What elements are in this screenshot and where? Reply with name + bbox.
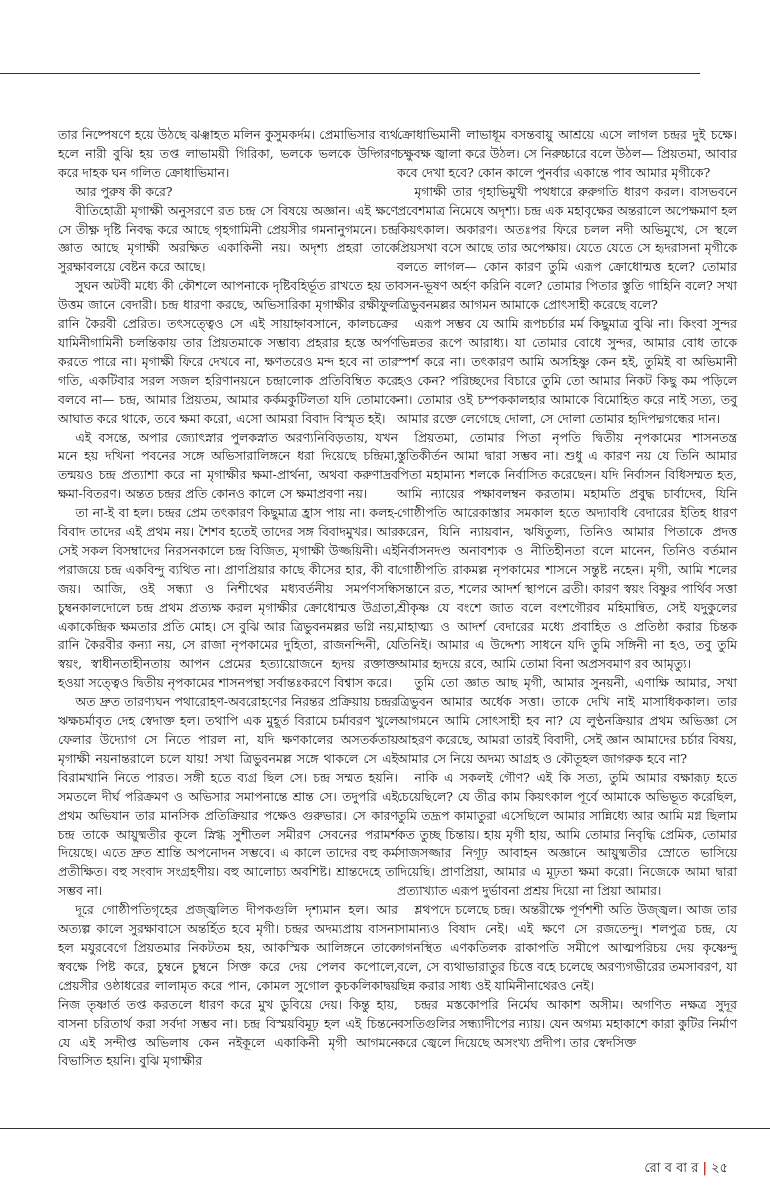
paragraph: আর পুরুষ কী করে? (75, 183, 173, 199)
page-number: ২৫ (711, 1161, 728, 1176)
paragraph: তার নিষ্পেষণে হয়ে উঠছে ঝঞ্ঝাহত মলিন কুসুমকর্দম। প্রেমাভিসার ব্যর্থ হলে নারী বুঝি হয় তপ্ত লাভাময়ী গিরিকা, ভলকে ভলকে উদ্গিরণ করে দাহক ঘন গলিত ক্রোধাভিমান। (58, 127, 398, 180)
bottom-rule (0, 1128, 770, 1129)
paragraph: এই বসন্তে, অপার জ্যোৎস্নার পুলকস্নাত অরণ্যনিবিড়তায়, যখন মনে হয় দখিনা পবনের সঙ্গে অভিসারালিঙ্গনে ধরা দিয়েছে চন্দ্রিমা, তন্ময়ও চন্দ্র প্রত্যাশা করে না মৃগাক্ষীর ক্ষমা-প্রার্থনা, অথবা করুণাদ্রব ক্ষমা-বিতরণ। অন্তত চন্দ্রর প্রতি কোনও কালে সে ক্ষমাপ্রবণা নয়। (58, 429, 398, 502)
right-column (397, 126, 737, 1052)
paragraph: শ্লথপদে চলেছে চন্দ্র। অন্তরীক্ষে পূর্ণশশী অতি উজ্জ্বল। আজ তার সামান্যও বিষাদ নেই। এই ক্ষণে সে রজতেন্দু। শলপুত্র চন্দ্র, যে গগনস্থিত এণকতিলক রাকাপতি সমীপে আত্মপরিচয় দেয় কৃষ্ণেন্দু বলে, সে ব্যথাভারাতুর চিত্তে বহে চলেছে অরণ্যগভীরের তমসাবরণ, যা ছিন্ন করার সাধ্য ওই যামিনীনাথেরও নেই। (397, 902, 737, 993)
paragraph: বীতিহোত্রী মৃগাক্ষী অনুসরণে রত চন্দ্র সে বিষয়ে অজ্ঞান। এই ক্ষণে সে তীক্ষ্ণ দৃষ্টি নিবদ্ধ করে আছে গৃহগামিনী প্রেয়সীর গমনানুগমনে। চন্দ্র জ্ঞাত আছে মৃগাক্ষী অরক্ষিত একাকিনী নয়। অদৃশ্য প্রহরা তাকে সুরক্ষাবলয়ে বেষ্টন করে আছে। (58, 202, 398, 275)
page-footer (644, 1159, 728, 1180)
paragraph: প্রিয়তমা, তোমার পিতা নৃপতি দ্বিতীয় নৃপকামের শাসনতন্ত্র স্তুতিকীর্তন আমা দ্বারা সম্ভব না। শুধু এ কারণ নয় যে তিনি আমার পিতা মহামান্য শলকে নির্বাসিত করেছেন। যদি নির্বাসন বিধিসম্মত হত, আমি ন্যায়ের পক্ষাবলম্বন করতাম। মহামতি প্রবুদ্ধ চার্বাদেব, যিনি গোষ্ঠীপতি আরেকাস্তার সমকাল হতে অদ্যাবধি বেদারের ইতিহ ধারণ করেন, যিনি ন্যায়বান, ঋষিতুল্য, তিনিও আমার পিতাকে প্রদত্ত নির্বাসনদণ্ড অনাবশ্যক ও নীতিহীনতা বলে মানেন, তিনিও বর্তমান গোষ্ঠীপতি রাকমল্ল নৃপকামের শাসনে সন্তুষ্ট নহেন। মৃগী, আমি শলের সন্তানে রত, শলের আদর্শ স্থাপনে ব্রতী। কারণ স্বয়ং বিষ্ণুর পার্থিব সত্তা শ্রীকৃষ্ণ যে বংশে জাত বলে বংশগৌরব মহিমান্বিত, সেই যদুকুলের মাহাত্ম্য ও আদর্শ বেদারের মধ্যে প্রবাহিত ও প্রতিষ্ঠা করার চিন্তক তিনিই। আমার এ উদ্দেশ্য সাধনে যদি তুমি সঙ্গিনী না হও, তবু তুমি আমার হৃদয়ে রবে, আমি তোমা বিনা অপ্রসবমাণ রব আমৃত্যু। (397, 429, 737, 672)
left-column (58, 126, 398, 1071)
paragraph: নাকি এ সকলই গৌণ? এই কি সত্য, তুমি আমার বক্ষারূঢ় হতে চেয়েছিলে? যে তীব্র কাম কিয়ৎকাল পূর্বে আমাকে অভিভূত করেছিল, তুমি তদ্রূপ কামাতুরা এসেছিলে আমার সান্নিধ্যে আর আমি মগ্ন ছিলাম কত তুচ্ছ চিন্তায়। হায় মৃগী হায়, আমি তোমার নিবৃদ্ধি প্রেমিক, তোমার সাজসজ্জার নিগূঢ় আবাহন অজ্ঞানে আয়ুষ্মতীর স্রোতে ভাসিয়ে দিয়েছি। প্রাণপ্রিয়া, আমার এ মূঢ়তা ক্ষমা করো। নিজেকে আমা দ্বারা প্রত্যাখ্যাত এরূপ দুর্ভাবনা প্রশ্রয় দিয়ো না প্রিয়া আমার। (397, 769, 737, 899)
paragraph: তুমি তো জ্ঞাত আছ মৃগী, আমার সুনয়নী, এণাক্ষি আমার, সখা ত্রিভুবন আমার অর্ধেক সত্তা। তাকে দেখি নাই মাসাধিককাল। তার আগমনে আমি সোৎসাহী হব না? যে লুণ্ঠনক্রিয়ার প্রথম অভিজ্ঞা সে আহরণ করেছে, আমরা তারই বিবাদী, সেই জ্ঞান আমাদের চর্চার বিষয়, আমার সে নিয়ে অদম্য আগ্রহ ও কৌতূহল জাগরুক হবে না? (397, 675, 737, 766)
paragraph: এরূপ সম্ভব যে আমি রূপচর্চার মর্ম কিছুমাত্র বুঝি না। কিংবা সুন্দর ভিন্নতর রূপে আরাধ্য। যা তোমার বোধে সুন্দর, আমার বোধ তাকে স্পর্শ করে না। তৎকারণ আমি অসহিষ্ণু কেন হই, তুমিই বা অভিমানী হও কেন? পরিচ্ছদের বিচারে তুমি তো আমার নিকট কিছু কম পড়িলে না। তোমার ওই চম্পককালহার আমাকে বিমোহিত করে নাই সত্য, তবু আমার রক্তে লেগেছে দোলা, সে দোলা তোমার হৃদিপদ্মগন্ধের দান। (397, 316, 737, 426)
paragraph: অত দ্রুত তারণ্যঘন পথারোহণ-অবরোহণের নিরন্তর প্রক্রিয়ায় চন্দ্রর ঋক্ষচর্মাবৃত দেহ স্বেদাক্ত হল। তথাপি এক মুহূর্ত বিরামে চর্মাবরণ খুলে ফেলার উদ্যোগ সে নিতে পারল না, যদি ক্ষণকালের অসতর্কতায় মৃগাক্ষী নয়নান্তরালে চলে যায়! সখা ত্রিভুবনমল্ল সঙ্গে থাকলে সে এই বিরামখানি নিতে পারত। সঙ্গী হতে ব্যগ্র ছিল সে। চন্দ্র সম্মত হয়নি। সমতলে দীর্ঘ পরিক্রমণ ও অভিসার সমাপনান্তে শ্রান্ত সে। তদুপরি এই প্রথম অভিযান তার মানসিক প্রতিক্রিয়ার পক্ষেও গুরুভার। সে কারণ চন্দ্র তাকে আয়ুষ্মতীর কূলে স্নিগ্ধ সুশীতল সমীরণ সেবনের পরামর্শ দিয়েছে। এতে দ্রুত শ্রান্তি অপনোদন সম্ভবে। এ কালে তাদের বহু কর্ম প্রতীক্ষিত। বহু সংবাদ সংগ্রহণীয়। বহু আলোচ্য অবশিষ্ট। শ্রান্তদেহে তা সম্ভব না। (58, 694, 398, 899)
paragraph: চন্দ্রর মস্তকোপরি নির্মেঘ আকাশ অসীম। অগণিত নক্ষত্র সুদূর বসতিগুলির সন্ধ্যাদীপের ন্যায়। যেন অগম্য মহাকাশে কারা কুটির নির্মাণ করে জ্বেলে দিয়েছে অসংখ্য প্রদীপ। তার স্বেদসিক্ত (397, 996, 737, 1050)
paragraph: সুঘন অটবী মধ্যে কী কৌশলে আপনাকে দৃষ্টিবহির্ভূত রাখতে হয় তা উত্তম জানে বেদারী। চন্দ্র ধারণা করছে, অভিসারিকা মৃগাক্ষীর রক্ষীফুল রানি কৈরবী প্রেরিত। তৎসত্ত্বেও সে এই সায়াহ্নাবসানে, কালচক্রের যামিনীগামিনী চলন্তিকায় তার প্রিয়তমাকে সম্ভাব্য প্রহরার হস্তে অর্পণ করতে পারে না। মৃগাক্ষী ফিরে দেখবে না, ক্ষণতরেও মন্দ হবে না তার গতি, একটিবার সরল সজল হরিণানয়নে চন্দ্রালোক প্রতিবিম্বিত করে বলবে না— চন্দ্র, আমার প্রিয়তম, আমার কর্কমকুটিলতা যদি তোমাকে আঘাত করে থাকে, তবে ক্ষমা করো, এসো আমরা বিবাদ বিস্মৃত হই। (58, 278, 398, 426)
paragraph: মৃগাক্ষী তার গৃহাভিমুখী পথধারে রুরুগতি ধারণ করল। বাসভবনে প্রবেশমাত্র নিমেষে অদৃশ্য। চন্দ্র এক মহাবৃক্ষের অন্তরালে অপেক্ষমাণ হল কিয়ৎকাল। অকারণ। অতঃপর ফিরে চলল নদী অভিমুখে, সে স্থলে প্রিয়সখা বসে আছে তার অপেক্ষায়। যেতে যেতে সে হৃদরাসনা মৃগীকে বলতে লাগল— কোন কারণ তুমি এরূপ ক্রোধোন্মত্ত হলে? তোমার বসন-ভূষণ অর্হণ করিনি বলে? তোমার পিতার স্তুতি গাহিনি বলে? সখা ত্রিভুবনমল্লর আগমন আমাকে প্রোৎসাহী করেছে বলে? (397, 183, 737, 313)
paragraph: তা না-ই বা হল। চন্দ্রর প্রেম তৎকারণ কিছুমাত্র হ্রাস পায় না। কলহ-বিবাদ তাদের এই প্রথম নয়। শৈশব হতেই তাদের সঙ্গ বিবাদমুখর। আর সেই সকল বিসম্বাদের নিরসনকালে চন্দ্র বিজিত, মৃগাক্ষী উজ্জয়িনী। এই পরাজয়ে চন্দ্র একবিন্দু ব্যথিত না। প্রাণপ্রিয়ার কাছে কীসের হার, কী বা জয়। আজি, ওই সন্ধ্যা ও নিশীথের মধ্যবর্তনীয় সমর্পণসন্ধি চুম্বনকালদোলে চন্দ্র প্রথম প্রত্যক্ষ করল মৃগাক্ষীর ক্রোধোন্মত্ত উগ্রতা, একাকেন্দ্রিক ক্ষমতার প্রতি মোহ। সে বুঝি আর ত্রিভুবনমল্লর ভগ্নি নয়, রানি কৈরবীর কন্যা নয়, সে রাজা নৃপকামের দুহিতা, রাজনন্দিনী, যে স্বয়ং, স্বাধীনতাহীনতায় আপন প্রেমের হত্যায়োজনে হৃদয় রক্তাক্ত হওয়া সত্ত্বেও দ্বিতীয় নৃপকামের শাসনপন্থা সর্বান্তঃকরণে বিশ্বাস করে। (58, 505, 398, 691)
magazine-name: রো ব বা র (644, 1161, 699, 1176)
top-rule (0, 73, 700, 74)
footer-separator: | (702, 1161, 708, 1176)
paragraph: দূরে গোষ্ঠীপতিগৃহের প্রজ্জ্বলিত দীপকগুলি দৃশ্যমান হল। আর অত্যল্প কালে সুরক্ষাবাসে অন্তর্হিত হবে মৃগী। চন্দ্রর অদম্যপ্রায় বাসনা হল মযুরবেগে প্রিয়তমার নিকটতম হয়, আকস্মিক আলিঙ্গনে তাকে স্ববক্ষে পিষ্ট করে, চুম্বনে চুম্বনে সিক্ত করে দেয় পেলব কপোলে, প্রেয়সীর ওষ্ঠাধরের লালামৃত করে পান, কোমল সুগোল কুচকলিকাদ্বয় নিজ তৃষ্ণার্ত তপ্ত করতলে ধারণ করে মুখ ডুবিয়ে দেয়। কিন্তু হায়, বাসনা চরিতার্থ করা সর্বদা সম্ভব না। চন্দ্র বিস্ময়বিমূঢ় হল এই চিন্তনে যে এই সন্দীপ্ত অভিলাষ কেন নইকূলে একাকিনী মৃগী আগমনে বিভাসিত হয়নি। বুঝি মৃগাক্ষীর (58, 902, 398, 1069)
paragraph: ক্রোধাভিমানী লাভাধূম বসন্তবায়ু আশ্রয়ে এসে লাগল চন্দ্রর দুই চক্ষে। চক্ষুবক্ষ জ্বালা করে উঠল। সে নিরুচ্চারে বলে উঠল— প্রিয়তমা, আবার কবে দেখা হবে? কোন কালে পুনর্বার একান্তে পাব আমার মৃগীকে? (397, 127, 737, 180)
